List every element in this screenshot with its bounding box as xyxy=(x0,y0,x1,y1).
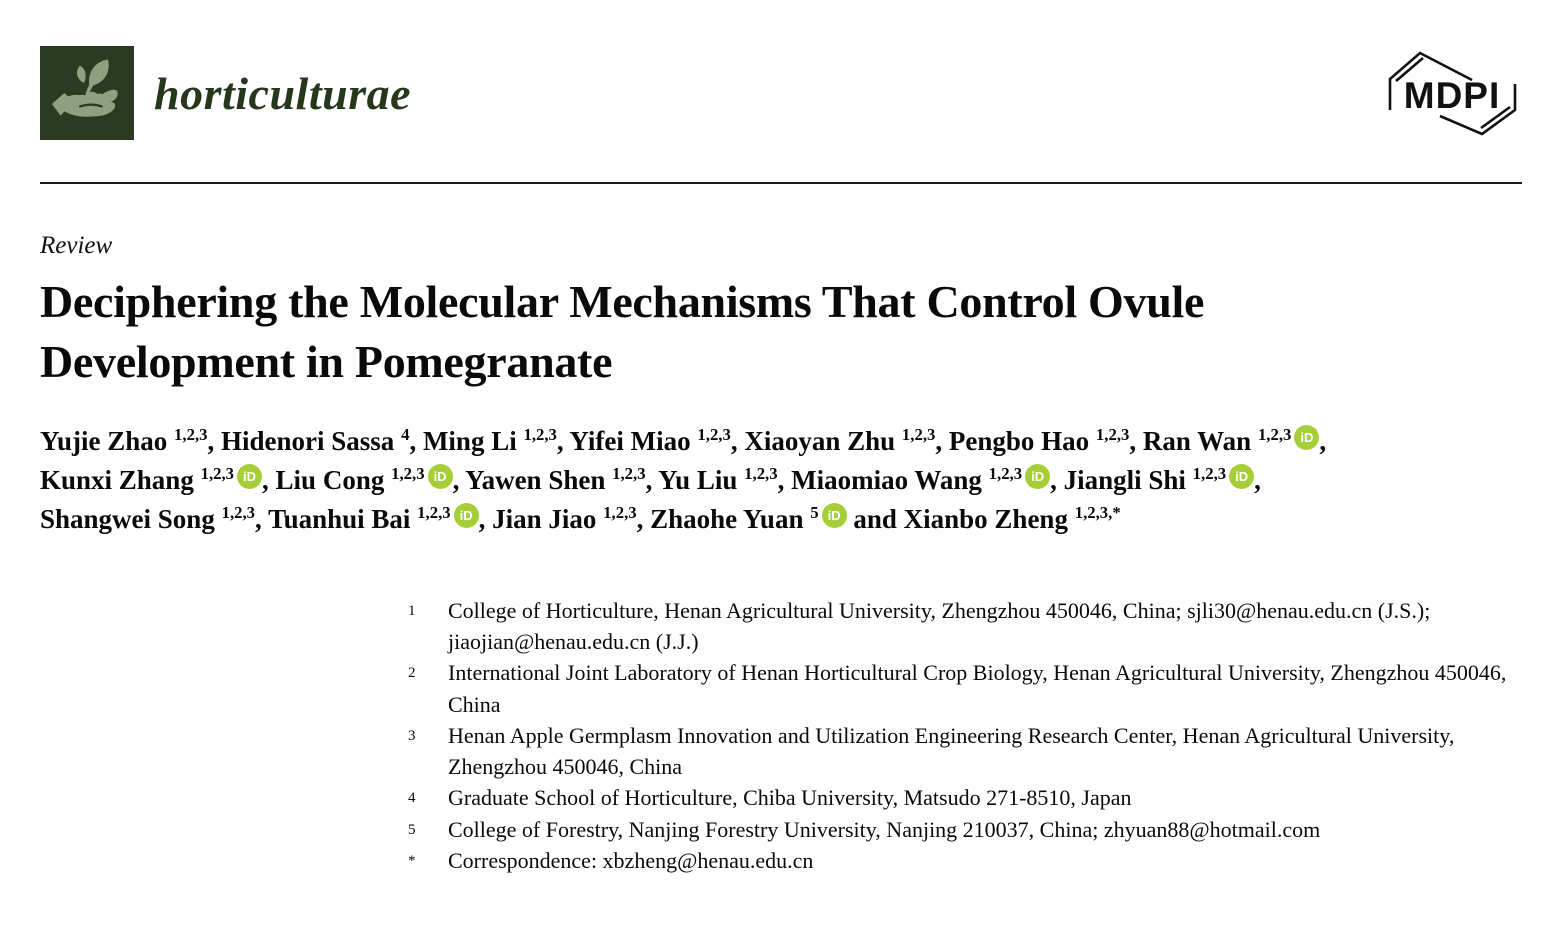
affiliation-row xyxy=(408,720,1522,782)
affiliation-row xyxy=(408,845,1522,876)
author: Ming Li $^{1,2,3}$, xyxy=(422,424,570,456)
author: Ran Wan $^{1,2,3}$ iD , xyxy=(1142,424,1327,456)
orcid-icon[interactable]: iD xyxy=(1294,425,1319,450)
author: Liu Cong $^{1,2,3}$ iD , xyxy=(275,463,466,495)
author-affiliation-sup: 1,2,3 xyxy=(1095,424,1130,444)
affiliation-marker: 1 xyxy=(408,603,416,620)
article-title xyxy=(40,272,1522,392)
author: Jiangli Shi $^{1,2,3}$ iD , xyxy=(1063,463,1261,495)
orcid-icon[interactable]: iD xyxy=(822,503,847,528)
affiliation-marker: 5 xyxy=(408,821,416,838)
affiliation-row xyxy=(408,657,1522,719)
journal-logo xyxy=(40,46,134,140)
author-affiliation-sup: 1,2,3 xyxy=(391,463,425,483)
author-affiliation-sup: 5 xyxy=(810,502,819,522)
mdpi-logo-text: MDPI xyxy=(1403,75,1501,116)
affiliation-row xyxy=(408,782,1522,813)
author: Tuanhui Bai $^{1,2,3}$ iD , xyxy=(268,502,493,534)
page xyxy=(0,46,1562,876)
author: Miaomiao Wang $^{1,2,3}$ iD , xyxy=(791,463,1064,495)
orcid-icon[interactable]: iD xyxy=(237,464,262,489)
author-affiliation-sup: 1,2,3 xyxy=(612,463,646,483)
author: Zhaohe Yuan $^5$ iD and xyxy=(650,502,904,534)
author-list xyxy=(40,422,1522,539)
author: Yifei Miao $^{1,2,3}$, xyxy=(569,424,745,456)
author-affiliation-sup: 1,2,3 xyxy=(221,502,256,522)
author-affiliation-sup: 1,2,3 xyxy=(988,463,1023,483)
journal-header xyxy=(40,46,1522,140)
orcid-icon[interactable]: iD xyxy=(428,464,453,489)
affiliation-marker: 3 xyxy=(408,727,416,744)
author: Xiaoyan Zhu $^{1,2,3}$, xyxy=(744,424,949,456)
orcid-icon[interactable]: iD xyxy=(454,503,479,528)
author-affiliation-sup: 1,2,3 xyxy=(200,463,235,483)
author-affiliation-sup: 1,2,3 xyxy=(744,463,778,483)
affiliation-text: Correspondence: xbzheng@henau.edu.cn xyxy=(448,847,814,873)
author: Jian Jiao $^{1,2,3}$, xyxy=(492,502,651,534)
author-affiliation-sup: 1,2,3 xyxy=(901,424,936,444)
orcid-icon[interactable]: iD xyxy=(1229,464,1254,489)
affiliation-marker: 4 xyxy=(408,790,416,807)
author-affiliation-sup: 1,2,3,* xyxy=(1074,502,1121,522)
author-affiliation-sup: 1,2,3 xyxy=(523,424,557,444)
author: Pengbo Hao $^{1,2,3}$, xyxy=(948,424,1143,456)
author-affiliation-sup: 1,2,3 xyxy=(174,424,208,444)
author: Shangwei Song $^{1,2,3}$, xyxy=(40,502,269,534)
orcid-icon[interactable]: iD xyxy=(1025,464,1050,489)
author-affiliation-sup: 1,2,3 xyxy=(697,424,731,444)
affiliation-marker: 2 xyxy=(408,665,416,682)
author-affiliation-sup: 1,2,3 xyxy=(603,502,637,522)
affiliation-row xyxy=(408,595,1522,657)
author: Yawen Shen $^{1,2,3}$, xyxy=(465,463,659,495)
header-divider xyxy=(40,182,1522,184)
author: Kunxi Zhang $^{1,2,3}$ iD , xyxy=(40,463,276,495)
author-affiliation-sup: 1,2,3 xyxy=(1257,424,1292,444)
article-type-label: Review xyxy=(40,232,113,259)
author-affiliation-sup: 4 xyxy=(401,424,410,444)
affiliation-text: College of Horticulture, Henan Agricultural University, Zhengzhou 450046, China; sjli30@henau.edu.cn (J.S.); jiaojian@henau.edu.cn (J.J.) xyxy=(448,598,1431,655)
article-title-line: Deciphering the Molecular Mechanisms That Control Ovule xyxy=(40,276,1205,327)
author: Xianbo Zheng $^{1,2,3,*}$ xyxy=(903,502,1121,534)
mdpi-logo xyxy=(1382,48,1522,138)
author: Yu Liu $^{1,2,3}$, xyxy=(658,463,792,495)
affiliation-list xyxy=(408,595,1522,876)
author: Hidenori Sassa $^4$, xyxy=(221,424,423,456)
article-title-line: Development in Pomegranate xyxy=(40,335,613,387)
affiliation-row xyxy=(408,814,1522,845)
author-affiliation-sup: 1,2,3 xyxy=(417,502,451,522)
author-affiliation-sup: 1,2,3 xyxy=(1192,463,1227,483)
affiliation-text: International Joint Laboratory of Henan Horticultural Crop Biology, Henan Agricultural University, Zhengzhou 450046, China xyxy=(448,660,1507,717)
hand-plant-icon xyxy=(48,54,126,132)
affiliation-text: Graduate School of Horticulture, Chiba University, Matsudo 271-8510, Japan xyxy=(448,785,1132,811)
affiliation-text: College of Forestry, Nanjing Forestry University, Nanjing 210037, China; zhyuan88@hotmail.com xyxy=(448,816,1321,842)
author: Yujie Zhao $^{1,2,3}$, xyxy=(40,424,222,456)
affiliation-marker: * xyxy=(408,852,416,869)
journal-name: horticulturae xyxy=(154,67,412,119)
affiliation-text: Henan Apple Germplasm Innovation and Utilization Engineering Research Center, Henan Agricultural University, Zhengzhou 450046, China xyxy=(448,722,1455,780)
